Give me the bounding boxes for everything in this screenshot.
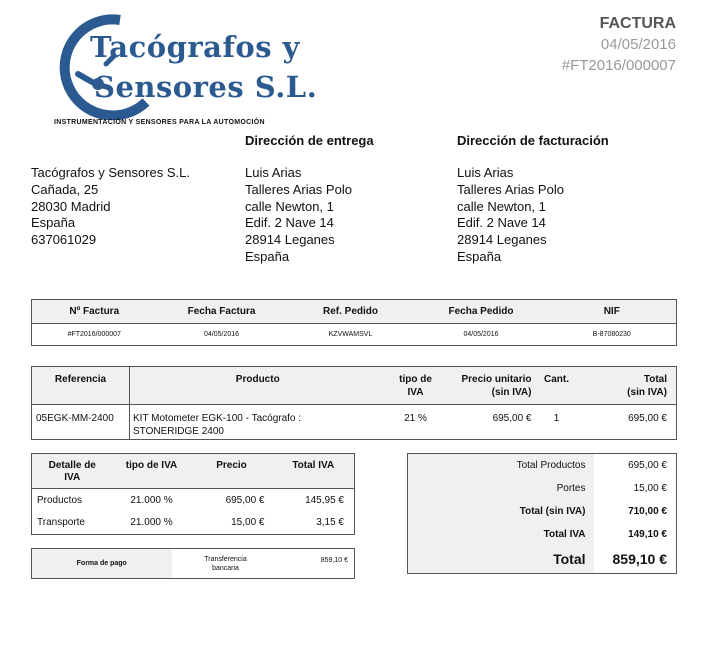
logo-tagline: INSTRUMENTACIÓN Y SENSORES PARA LA AUTOMOCIÓN	[54, 119, 265, 126]
cell-vat-price: 695,00 €	[225, 494, 265, 506]
logo-text-line1: Tacógrafos y	[90, 30, 301, 64]
cell-total: 695,00 €	[628, 413, 667, 424]
vat-total-label: Total IVA	[408, 523, 594, 546]
vat-header-row	[32, 454, 355, 489]
logo-text-line2: Sensores S.L.	[94, 70, 318, 104]
header-unit-price	[446, 367, 536, 405]
header-order-ref: Ref. Pedido	[287, 300, 415, 324]
header-invoice-number: Nº Factura	[32, 300, 157, 324]
payment-table	[31, 548, 355, 579]
billing-line: 28914 Leganes	[457, 232, 547, 248]
cell-invoice-number: #FT2016/000007	[67, 331, 121, 338]
cell-invoice-date: 04/05/2016	[203, 331, 240, 338]
header-product: Producto	[130, 367, 386, 405]
totals-row	[408, 500, 677, 523]
order-info-table	[31, 299, 677, 346]
delivery-line: España	[245, 248, 290, 264]
totals-row	[408, 477, 677, 500]
products-table	[31, 366, 677, 440]
billing-line: calle Newton, 1	[457, 198, 546, 214]
header-vat-rate: tipo de IVA	[113, 454, 191, 489]
cell-product-line2: STONERIDGE 2400	[133, 426, 224, 437]
company-street: Cañada, 25	[31, 181, 99, 197]
grand-total-label: Total	[408, 546, 594, 574]
header-vat-type	[386, 367, 446, 405]
shipping-value: 15,00 €	[633, 482, 667, 494]
company-name: Tacógrafos y Sensores S.L.	[31, 165, 190, 180]
header-vat-detail-line2: IVA	[64, 472, 81, 483]
header-invoice-date: Fecha Factura	[157, 300, 287, 324]
header-reference: Referencia	[32, 367, 130, 405]
company-city: 28030 Madrid	[31, 198, 111, 214]
billing-line: Edif. 2 Nave 14	[457, 215, 546, 231]
company-phone: 637061029	[31, 232, 97, 248]
cell-vat-label: Productos	[37, 494, 83, 506]
cell-nif: B-87080230	[592, 331, 631, 338]
table-row	[32, 512, 355, 535]
header-total-line2: (sin IVA)	[627, 387, 667, 398]
cell-vat: 21 %	[404, 413, 427, 424]
cell-vat-total: 3,15 €	[316, 517, 344, 529]
header-unit-price-line2: (sin IVA)	[491, 387, 532, 398]
billing-line: Luis Arias	[457, 165, 514, 180]
cell-vat-price: 15,00 €	[231, 517, 265, 529]
header-vat-type-line1: tipo de	[399, 374, 432, 385]
header-unit-price-line1: Precio unitario	[461, 374, 532, 385]
delivery-line: Edif. 2 Nave 14	[245, 215, 334, 231]
invoice-date: 04/05/2016	[600, 36, 676, 53]
payment-row	[32, 549, 355, 579]
table-row	[32, 405, 677, 440]
header-nif: NIF	[548, 300, 677, 324]
total-products-label: Total Productos	[408, 454, 594, 477]
header-vat-detail-line1: Detalle de	[48, 460, 96, 471]
payment-amount: 859,10 €	[320, 557, 348, 564]
shipping-label: Portes	[408, 477, 594, 500]
header-price: Precio	[191, 454, 273, 489]
delivery-line: Talleres Arias Polo	[245, 181, 352, 197]
cell-vat-total: 145,95 €	[305, 494, 344, 506]
vat-total-value: 149,10 €	[628, 528, 667, 540]
total-products-value: 695,00 €	[628, 459, 667, 471]
products-header-row	[32, 367, 677, 405]
header-vat-detail	[32, 454, 113, 489]
vat-detail-table	[31, 453, 355, 535]
net-total-label: Total (sin IVA)	[408, 500, 594, 523]
cell-unit-price: 695,00 €	[492, 413, 532, 424]
delivery-line: 28914 Leganes	[245, 232, 335, 248]
totals-table	[407, 453, 677, 574]
header-vat-type-line2: IVA	[407, 387, 424, 398]
header-total	[578, 367, 677, 405]
cell-vat-label: Transporte	[37, 517, 85, 529]
payment-label: Forma de pago	[32, 549, 172, 579]
delivery-address-heading: Dirección de entrega	[245, 133, 374, 148]
payment-method-line2: bancaria	[212, 564, 239, 572]
header-order-date: Fecha Pedido	[415, 300, 548, 324]
billing-address	[457, 165, 564, 266]
company-logo	[48, 12, 348, 134]
cell-product	[130, 405, 386, 440]
delivery-line: Luis Arias	[245, 165, 302, 180]
table-row	[32, 489, 355, 512]
invoice-number: #FT2016/000007	[561, 57, 676, 74]
company-address	[31, 165, 190, 249]
cell-vat-rate: 21.000 %	[130, 494, 173, 506]
billing-line: España	[457, 248, 502, 264]
header-quantity: Cant.	[536, 367, 578, 405]
delivery-line: calle Newton, 1	[245, 198, 334, 214]
cell-quantity: 1	[553, 413, 560, 424]
cell-vat-rate: 21.000 %	[130, 517, 173, 529]
grand-total-value: 859,10 €	[612, 551, 667, 568]
delivery-address	[245, 165, 352, 266]
invoice-title: FACTURA	[599, 15, 676, 32]
billing-address-heading: Dirección de facturación	[457, 133, 609, 148]
cell-reference: 05EGK-MM-2400	[32, 405, 130, 440]
cell-order-date: 04/05/2016	[463, 331, 499, 338]
payment-method	[172, 549, 280, 579]
net-total-value: 710,00 €	[628, 505, 667, 517]
billing-line: Talleres Arias Polo	[457, 181, 564, 197]
grand-total-row	[408, 546, 677, 574]
totals-row	[408, 523, 677, 546]
payment-method-line1: Transferencia	[204, 555, 247, 563]
totals-row	[408, 454, 677, 477]
order-info-header-row	[32, 300, 677, 324]
cell-order-ref: KZVWAMSVL	[328, 331, 373, 338]
order-info-row	[32, 324, 677, 346]
company-country: España	[31, 215, 76, 231]
header-total-line1: Total	[643, 374, 667, 385]
cell-product-line1: KIT Motometer EGK-100 - Tacógrafo :	[133, 413, 302, 424]
header-vat-total: Total IVA	[273, 454, 355, 489]
